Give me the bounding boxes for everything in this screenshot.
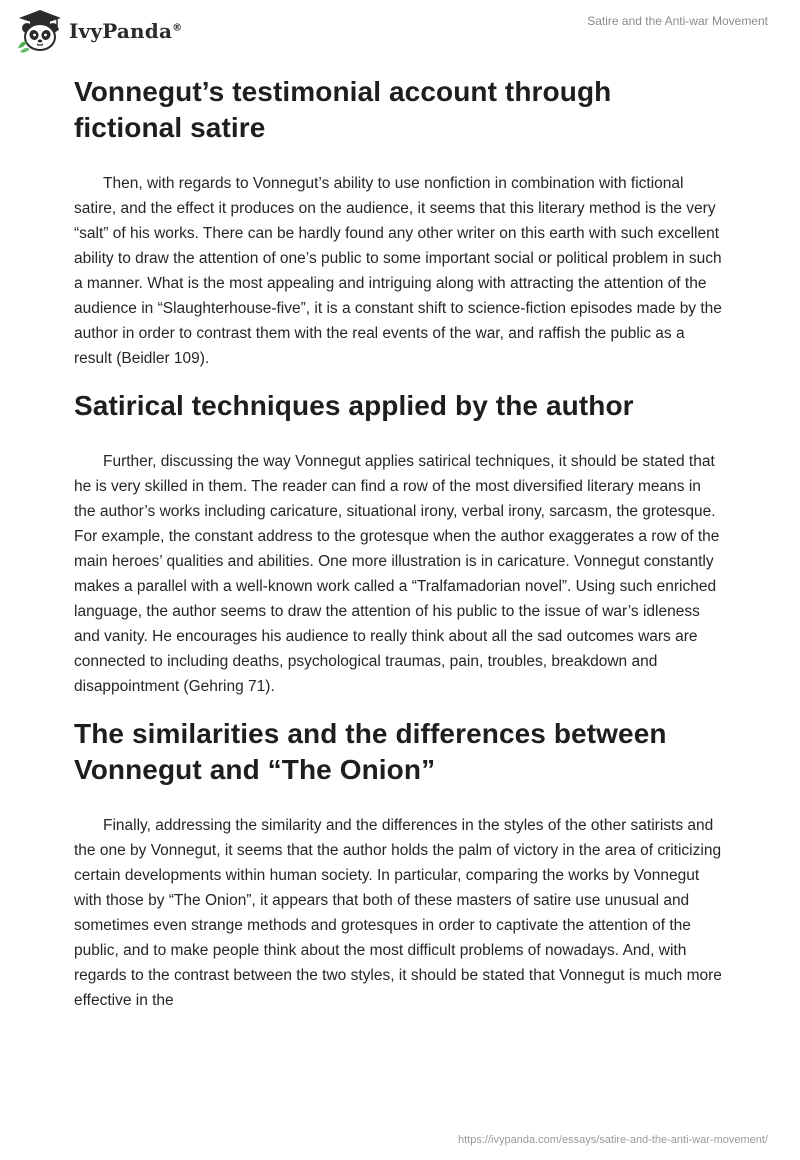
section-heading: The similarities and the differences between Vonnegut and “The Onion” <box>74 718 667 785</box>
logo-wordmark: IvyPanda® <box>69 19 183 43</box>
running-title: Satire and the Anti-war Movement <box>587 14 768 28</box>
section-paragraph: Then, with regards to Vonnegut’s ability to use nonfiction in combination with fictional satire, and the effect it produces on the audience, it seems that this literary method is the very “salt” of his works. There can be hardly found any other writer on this earth with such excellent ability to draw the attention of one’s public to some important social or political problem in such a manner. What is the most appealing and intriguing along with attracting the attention of the audience in “Slaughterhouse-five”, it is a constant shift to science-fiction episodes made by the author in order to contrast them with the real events of the war, and raffish the public as a result (Beidler 109). <box>74 175 722 367</box>
essay-section <box>74 74 726 371</box>
ivypanda-logo[interactable] <box>15 8 182 54</box>
section-paragraph: Further, discussing the way Vonnegut applies satirical techniques, it should be stated that he is very skilled in them. The reader can find a row of the most diversified literary means in the author’s works including caricature, situational irony, verbal irony, sarcasm, the grotesque. For example, the constant address to the grotesque when the author exaggerates a row of the main heroes’ qualities and abilities. One more illustration is in caricature. Vonnegut constantly makes a parallel with a well-known work called a “Tralfamadorian novel”. Using such enriched language, the author seems to draw the attention of his public to the issue of war’s idleness and vanity. He encourages his audience to really think about all the sad outcomes wars are connected to including deaths, psychological traumas, pain, troubles, breakdown and disappointment (Gehring 71). <box>74 453 720 695</box>
footer-url-link[interactable]: https://ivypanda.com/essays/satire-and-the-anti-war-movement/ <box>458 1134 768 1146</box>
essay-content <box>74 74 726 1030</box>
panda-logo-icon <box>15 8 65 54</box>
section-heading: Vonnegut’s testimonial account through fictional satire <box>74 76 612 143</box>
page-header <box>0 0 800 64</box>
essay-section <box>74 716 726 1013</box>
section-paragraph: Finally, addressing the similarity and the differences in the styles of the other satirists and the one by Vonnegut, it seems that the author holds the palm of victory in the area of criticizing certain developments within human society. In particular, comparing the works by Vonnegut with those by “The Onion”, it appears that both of these masters of satire use unusual and sometimes even strange methods and grotesques in order to captivate the attention of the public, and to make people think about the most difficult problems of nowadays. And, with regards to the contrast between the two styles, it should be stated that Vonnegut is much more effective in the <box>74 817 722 1009</box>
section-heading: Satirical techniques applied by the author <box>74 390 634 421</box>
essay-section <box>74 388 726 699</box>
